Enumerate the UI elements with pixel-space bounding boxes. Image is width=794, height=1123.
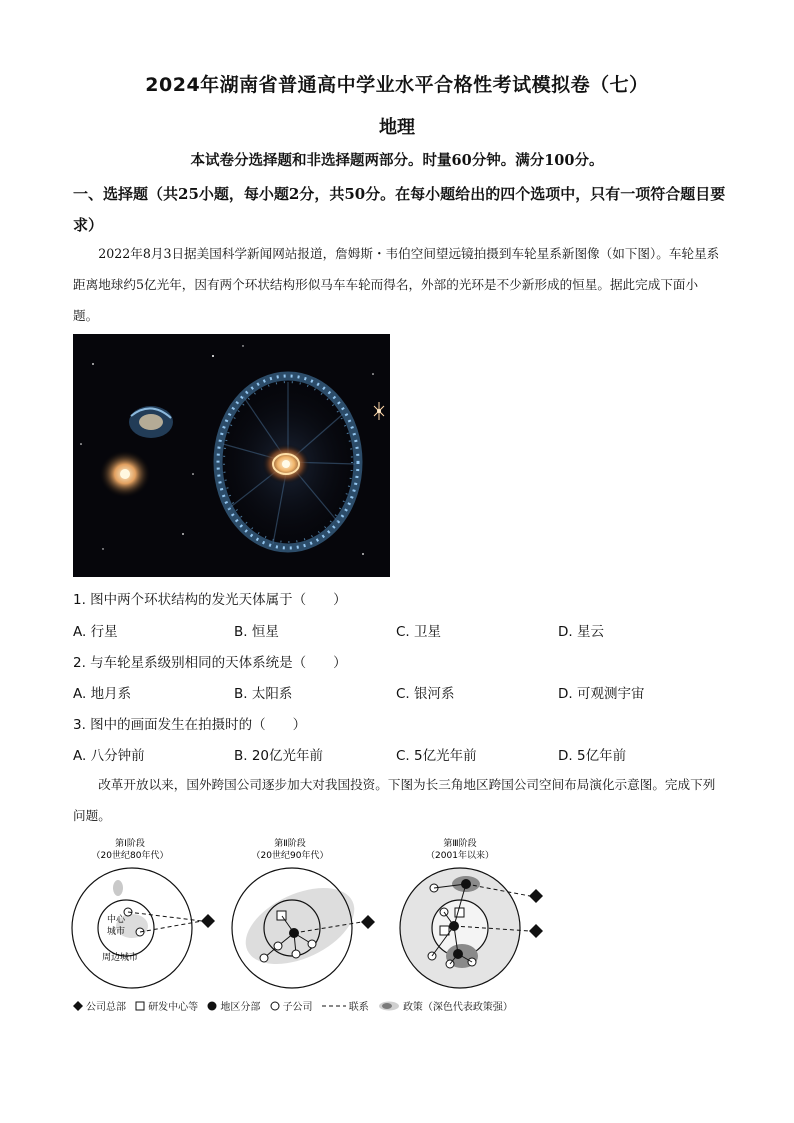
q1-option-d[interactable]: D. 星云 [558,624,604,640]
legend-link: 联系 [322,998,369,1013]
question-3-stem: 3. 图中的画面发生在拍摄时的（ ） [73,717,307,733]
q3-option-c[interactable]: C. 5亿光年前 [396,748,477,764]
subject-title: 地理 [379,117,415,138]
stage-3-map [400,868,543,988]
diagram-svg [60,836,580,996]
question-1-stem: 1. 图中两个环状结构的发光天体属于（ ） [73,592,347,608]
legend-policy: 政策（深色代表政策强） [378,998,513,1013]
q1-option-c[interactable]: C. 卫星 [396,624,442,640]
stage-2-name: 第Ⅱ阶段 [274,839,306,849]
square-open-icon [135,1001,145,1011]
passage-1: 2022年8月3日据美国科学新闻网站报道，詹姆斯・韦伯空间望远镜拍摄到车轮星系新图像（如下图）。车轮星系距离地球约5亿光年，因有两个环状结构形似马车车轮而得名，外部的光环是不少新形成的恒星。据此完成下面小题。 [73,246,720,323]
dashed-line-icon [322,1001,346,1011]
stage-2-period: （20世纪90年代） [251,851,329,861]
stage-1-period: （20世纪80年代） [91,851,169,861]
question-2-stem: 2. 与车轮星系级别相同的天体系统是（ ） [73,655,347,671]
outer-city-label: 周边城市 [101,953,139,963]
stage-3-name: 第Ⅲ阶段 [443,839,477,849]
center-city-label-1: 中心 [106,915,126,925]
q1-option-b[interactable]: B. 恒星 [234,624,279,640]
gray-ellipse-icon [378,1001,400,1011]
stage-1-map [72,868,215,988]
q3-option-a[interactable]: A. 八分钟前 [73,748,145,764]
q2-option-c[interactable]: C. 银河系 [396,686,455,702]
q3-option-d[interactable]: D. 5亿年前 [558,748,627,764]
exam-title: 2024年湖南省普通高中学业水平合格性考试模拟卷（七） [145,74,649,96]
section-heading: 一、选择题（共25小题，每小题2分，共50分。在每小题给出的四个选项中，只有一项符合题目要求） [73,185,726,234]
legend-regional-branch: 地区分部 [207,998,260,1013]
q2-option-b[interactable]: B. 太阳系 [234,686,293,702]
cartwheel-galaxy-photo [73,334,390,577]
q2-option-d[interactable]: D. 可观测宇宙 [558,686,645,702]
q2-option-a[interactable]: A. 地月系 [73,686,132,702]
circle-open-icon [270,1001,280,1011]
legend-rd-center: 研发中心等 [135,998,198,1013]
circle-filled-icon [207,1001,217,1011]
q3-option-b[interactable]: B. 20亿光年前 [234,748,324,764]
exam-note: 本试卷分选择题和非选择题两部分。时量60分钟。满分100分。 [190,152,604,169]
center-city-label-2: 城市 [106,927,126,937]
q1-option-a[interactable]: A. 行星 [73,624,118,640]
stage-1-name: 第Ⅰ阶段 [115,839,145,849]
mnc-layout-diagram [60,836,580,1016]
stage-2-map [232,868,375,988]
stage-3-period: （2001年以来） [426,851,494,861]
legend-headquarters: 公司总部 [73,998,126,1013]
diamond-filled-icon [73,1001,83,1011]
passage-2: 改革开放以来，国外跨国公司逐步加大对我国投资。下图为长三角地区跨国公司空间布局演化示意图。完成下列问题。 [73,777,716,823]
diagram-legend [73,998,519,1014]
galaxy-illustration [73,334,390,577]
legend-subsidiary: 子公司 [270,998,313,1013]
